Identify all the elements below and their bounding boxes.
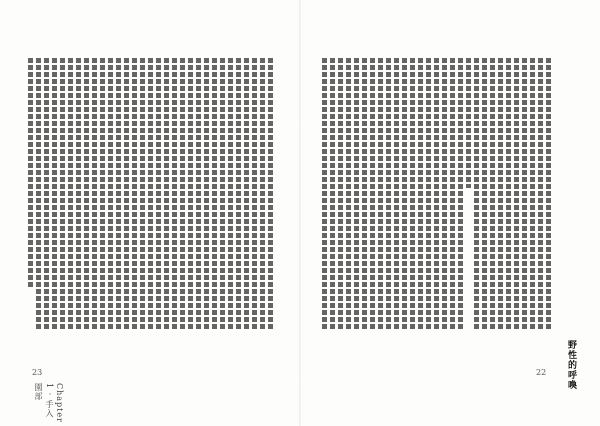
text-column <box>370 58 375 330</box>
text-column <box>244 58 249 330</box>
text-column <box>394 58 399 330</box>
text-column <box>36 58 41 330</box>
text-column <box>68 58 73 330</box>
right-page <box>300 0 600 426</box>
text-column <box>346 58 351 330</box>
text-column <box>322 58 327 330</box>
text-column <box>76 58 81 330</box>
right-text-block <box>320 58 552 330</box>
text-column <box>338 58 343 330</box>
text-column <box>220 58 225 330</box>
text-column <box>212 58 217 330</box>
text-column <box>482 58 487 330</box>
text-column <box>156 58 161 330</box>
text-column <box>196 58 201 330</box>
page-number: 23 <box>32 368 43 377</box>
text-column <box>108 58 113 330</box>
text-column <box>442 58 447 330</box>
text-column <box>386 58 391 330</box>
running-head: 野性的呼喚 <box>566 340 576 390</box>
text-column <box>522 58 527 330</box>
running-head: Chapter 1 · 手入園部 <box>34 383 64 423</box>
text-column <box>28 58 33 288</box>
text-column <box>84 58 89 330</box>
text-column <box>188 58 193 330</box>
text-column <box>402 58 407 330</box>
text-column <box>466 58 471 188</box>
text-column <box>426 58 431 330</box>
text-column <box>490 58 495 330</box>
text-column <box>268 58 273 330</box>
text-column <box>180 58 185 330</box>
text-column <box>132 58 137 330</box>
text-column <box>164 58 169 330</box>
text-column <box>52 58 57 330</box>
text-column <box>204 58 209 330</box>
text-column <box>354 58 359 330</box>
text-column <box>514 58 519 330</box>
text-column <box>530 58 535 330</box>
text-column <box>362 58 367 330</box>
text-column <box>418 58 423 330</box>
text-column <box>44 58 49 330</box>
text-column <box>100 58 105 330</box>
page-number: 22 <box>536 368 547 377</box>
text-column <box>124 58 129 330</box>
text-column <box>450 58 455 330</box>
text-column <box>546 58 551 330</box>
text-column <box>228 58 233 330</box>
text-column <box>538 58 543 330</box>
text-column <box>92 58 97 330</box>
text-column <box>148 58 153 330</box>
left-text-block <box>24 58 274 330</box>
text-column <box>330 58 335 330</box>
text-column <box>506 58 511 330</box>
text-column <box>140 58 145 330</box>
text-column <box>434 58 439 330</box>
text-column <box>458 58 463 330</box>
text-column <box>378 58 383 330</box>
text-column <box>260 58 265 330</box>
text-column <box>60 58 65 330</box>
text-column <box>252 58 257 330</box>
text-column <box>116 58 121 330</box>
text-column <box>498 58 503 330</box>
text-column <box>172 58 177 330</box>
text-column <box>410 58 415 330</box>
text-column <box>236 58 241 330</box>
text-column <box>474 58 479 330</box>
